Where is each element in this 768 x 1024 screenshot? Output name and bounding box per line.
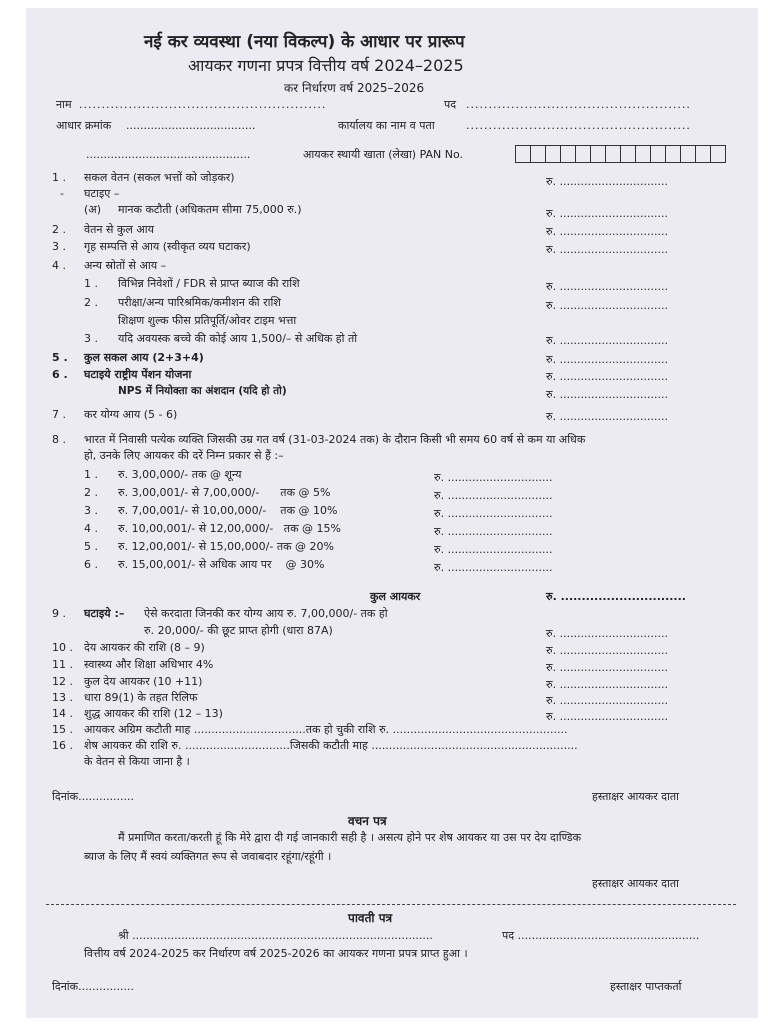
item16-text: शेष आयकर की राशि रु. ..............................जिसकी कटौती माह ...........................................................: [84, 739, 578, 752]
rs-entry: रु. ...............................: [546, 661, 668, 674]
item-num: 7 .: [52, 408, 66, 421]
form-subtitle: आयकर गणना प्रपत्र वित्तीय वर्ष 2024–2025: [188, 56, 464, 75]
item-num: 12 .: [52, 675, 73, 688]
slab-text: रु. 7,00,001/- से 10,00,000/- तक @ 10%: [118, 504, 338, 517]
item-text: शिक्षण शुल्क फीस प्रतिपूर्ति/ओवर टाइम भत्ता: [118, 314, 297, 327]
slab-num: 2 .: [84, 486, 98, 499]
item-num: 10 .: [52, 641, 73, 654]
receipt-title: पावती पत्र: [348, 911, 393, 925]
name-label: नाम: [56, 98, 72, 111]
item-num: 8 .: [52, 433, 66, 446]
item16-text-2: के वेतन से किया जाना है ।: [84, 755, 190, 768]
rs-entry: रु. ...............................: [546, 370, 668, 383]
slab-text: रु. 3,00,000/- तक @ शून्य: [118, 468, 242, 481]
item-text: यदि अवयस्क बच्चे की कोई आय 1,500/– से अधिक हो तो: [118, 332, 358, 345]
pan-label: आयकर स्थायी खाता (लेखा) PAN No.: [303, 148, 464, 161]
form-title: नई कर व्यवस्था (नया विकल्प) के आधार पर प्रारूप: [144, 32, 465, 52]
item-text: कुल सकल आय (2+3+4): [84, 351, 204, 364]
item-num: 11 .: [52, 658, 73, 671]
taxpayer-signature: हस्ताक्षर आयकर दाता: [592, 790, 679, 803]
item-num: (अ): [84, 203, 101, 216]
item-text: गृह सम्पत्ति से आय (स्वीकृत व्यय घटाकर): [84, 240, 251, 253]
aadhaar-dots: .....................................: [126, 119, 256, 132]
total-tax-rs: रु. ..............................: [546, 590, 686, 603]
item-num: 16 .: [52, 739, 73, 752]
item-text: देय आयकर की राशि (8 – 9): [84, 641, 205, 654]
item-text: परीक्षा/अन्य पारिश्रमिक/कमीशन की राशि: [118, 296, 281, 309]
item-text: शुद्ध आयकर की राशि (12 – 13): [84, 707, 223, 720]
item9-prefix: घटाइये :–: [84, 607, 125, 620]
slab-num: 3 .: [84, 504, 98, 517]
taxpayer-signature: हस्ताक्षर आयकर दाता: [592, 877, 679, 890]
item-text: वेतन से कुल आय: [84, 223, 154, 236]
rs-entry: रु. ...............................: [546, 353, 668, 366]
item-num: 14 .: [52, 707, 73, 720]
item9-text-1: ऐसे करदाता जिनकी कर योग्य आय रु. 7,00,000/- तक हो: [144, 607, 388, 620]
form-sheet: [26, 8, 758, 1018]
rs-entry: रु. ...............................: [546, 299, 668, 312]
item8-text-2: हो, उनके लिए आयकर की दरें निम्न प्रकार से हैं :–: [84, 449, 284, 462]
item-text: सकल वेतन (सकल भत्तों को जोड़कर): [84, 171, 235, 184]
item-num: 4 .: [52, 259, 66, 272]
item-num: 1 .: [52, 171, 66, 184]
slab-num: 4 .: [84, 522, 98, 535]
item-num: 15 .: [52, 723, 73, 736]
item-text: कर योग्य आय (5 - 6): [84, 408, 178, 421]
aadhaar-label: आधार क्रमांक: [56, 119, 112, 132]
rs-entry: रु. ...............................: [546, 644, 668, 657]
item-text: NPS में नियोक्ता का अंशदान (यदि हो तो): [118, 385, 287, 397]
rs-entry: रु. ...............................: [546, 678, 668, 691]
item9-text-2: रु. 20,000/- की छूट प्राप्त होगी (धारा 87A): [144, 624, 333, 637]
item-num: 2 .: [84, 296, 98, 309]
date-label: दिनांक................: [52, 790, 135, 803]
name-dots: .......................................................: [79, 98, 327, 111]
item-num: 6 .: [52, 368, 68, 381]
post-dots: ..................................................: [466, 98, 691, 111]
shri-line: श्री ......................................................................................: [118, 929, 433, 942]
slab-num: 6 .: [84, 558, 98, 571]
item-text: घटाइये राष्ट्रीय पेंशन योजना: [84, 368, 192, 381]
pledge-text-1: मैं प्रमाणित करता/करती हूं कि मेरे द्वारा दी गई जानकारी सही है । असत्य होने पर शेष आयकर या उस पर देय दाण्डिक: [118, 831, 582, 844]
pan-boxes: [516, 145, 726, 163]
item-num: 2 .: [52, 223, 66, 236]
pledge-text-2: ब्याज के लिए मैं स्वयं व्यक्तिगत रूप से जवाबदार रहूंगा/रहूंगी ।: [84, 850, 332, 863]
total-tax-label: कुल आयकर: [370, 590, 421, 603]
item15-text: आयकर अग्रिम कटौती माह ................................तक हो चुकी राशि रु. ..................................................: [84, 723, 568, 736]
item-text: स्वास्थ्य और शिक्षा अधिभार 4%: [84, 658, 214, 671]
cut-line: [46, 904, 736, 905]
item-num: 5 .: [52, 351, 68, 364]
slab-text: रु. 12,00,001/- से 15,00,000/- तक @ 20%: [118, 540, 334, 553]
receiver-signature: हस्ताक्षर पाप्तकर्ता: [610, 980, 682, 993]
slab-text: रु. 15,00,001/- से अधिक आय पर @ 30%: [118, 558, 325, 571]
item-text: कुल देय आयकर (10 +11): [84, 675, 203, 688]
slab-text: रु. 10,00,001/- से 12,00,000/- तक @ 15%: [118, 522, 341, 535]
item-text: घटाइए –: [84, 187, 120, 200]
rs-entry: रु. ...............................: [546, 207, 668, 220]
rs-entry: रु. ...............................: [546, 175, 668, 188]
rs-entry: रु. ...............................: [546, 280, 668, 293]
slab-rs: रु. ..............................: [434, 471, 553, 484]
rs-entry: रु. ...............................: [546, 388, 668, 401]
rs-entry: रु. ...............................: [546, 243, 668, 256]
rs-entry: रु. ...............................: [546, 627, 668, 640]
post-label: पद: [444, 98, 457, 111]
item-num: 1 .: [84, 277, 98, 290]
slab-rs: रु. ..............................: [434, 543, 553, 556]
slab-rs: रु. ..............................: [434, 507, 553, 520]
rs-entry: रु. ...............................: [546, 225, 668, 238]
slab-rs: रु. ..............................: [434, 561, 553, 574]
slab-num: 1 .: [84, 468, 98, 481]
slab-text: रु. 3,00,001/- से 7,00,000/- तक @ 5%: [118, 486, 331, 499]
assessment-year: कर निर्धारण वर्ष 2025–2026: [284, 81, 425, 95]
item-text: अन्य स्रोतों से आय –: [84, 259, 167, 272]
item-text: विभिन्न निवेशों / FDR से प्राप्त ब्याज की राशि: [118, 277, 300, 290]
date-label: दिनांक................: [52, 980, 135, 993]
rs-entry: रु. ...............................: [546, 710, 668, 723]
receipt-text: वित्तीय वर्ष 2024-2025 कर निर्धारण वर्ष 2025-2026 का आयकर गणना प्रपत्र प्राप्त हुआ ।: [84, 947, 468, 960]
office-dots: ..................................................: [466, 119, 691, 132]
item-num: 13 .: [52, 691, 73, 704]
rs-entry: रु. ...............................: [546, 410, 668, 423]
slab-rs: रु. ..............................: [434, 489, 553, 502]
rs-entry: रु. ...............................: [546, 694, 668, 707]
slab-rs: रु. ..............................: [434, 525, 553, 538]
pan-dots: ...............................................: [86, 148, 251, 161]
item-num: 3 .: [84, 332, 98, 345]
rs-entry: रु. ...............................: [546, 334, 668, 347]
item-num: 9 .: [52, 607, 66, 620]
item8-text-1: भारत में निवासी पत्येक व्यक्ति जिसकी उम्र गत वर्ष (31-03-2024 तक) के दौरान किसी भी समय 60 वर्ष से कम या अधिक: [84, 433, 586, 446]
slab-num: 5 .: [84, 540, 98, 553]
item-text: धारा 89(1) के तहत रिलिफ: [84, 691, 198, 704]
post-line: पद ....................................................: [502, 929, 700, 942]
pledge-title: वचन पत्र: [348, 814, 387, 828]
item-num: -: [60, 187, 64, 200]
office-label: कार्यालय का नाम व पता: [338, 119, 435, 132]
item-text: मानक कटौती (अधिकतम सीमा 75,000 रु.): [118, 203, 302, 216]
item-num: 3 .: [52, 240, 66, 253]
